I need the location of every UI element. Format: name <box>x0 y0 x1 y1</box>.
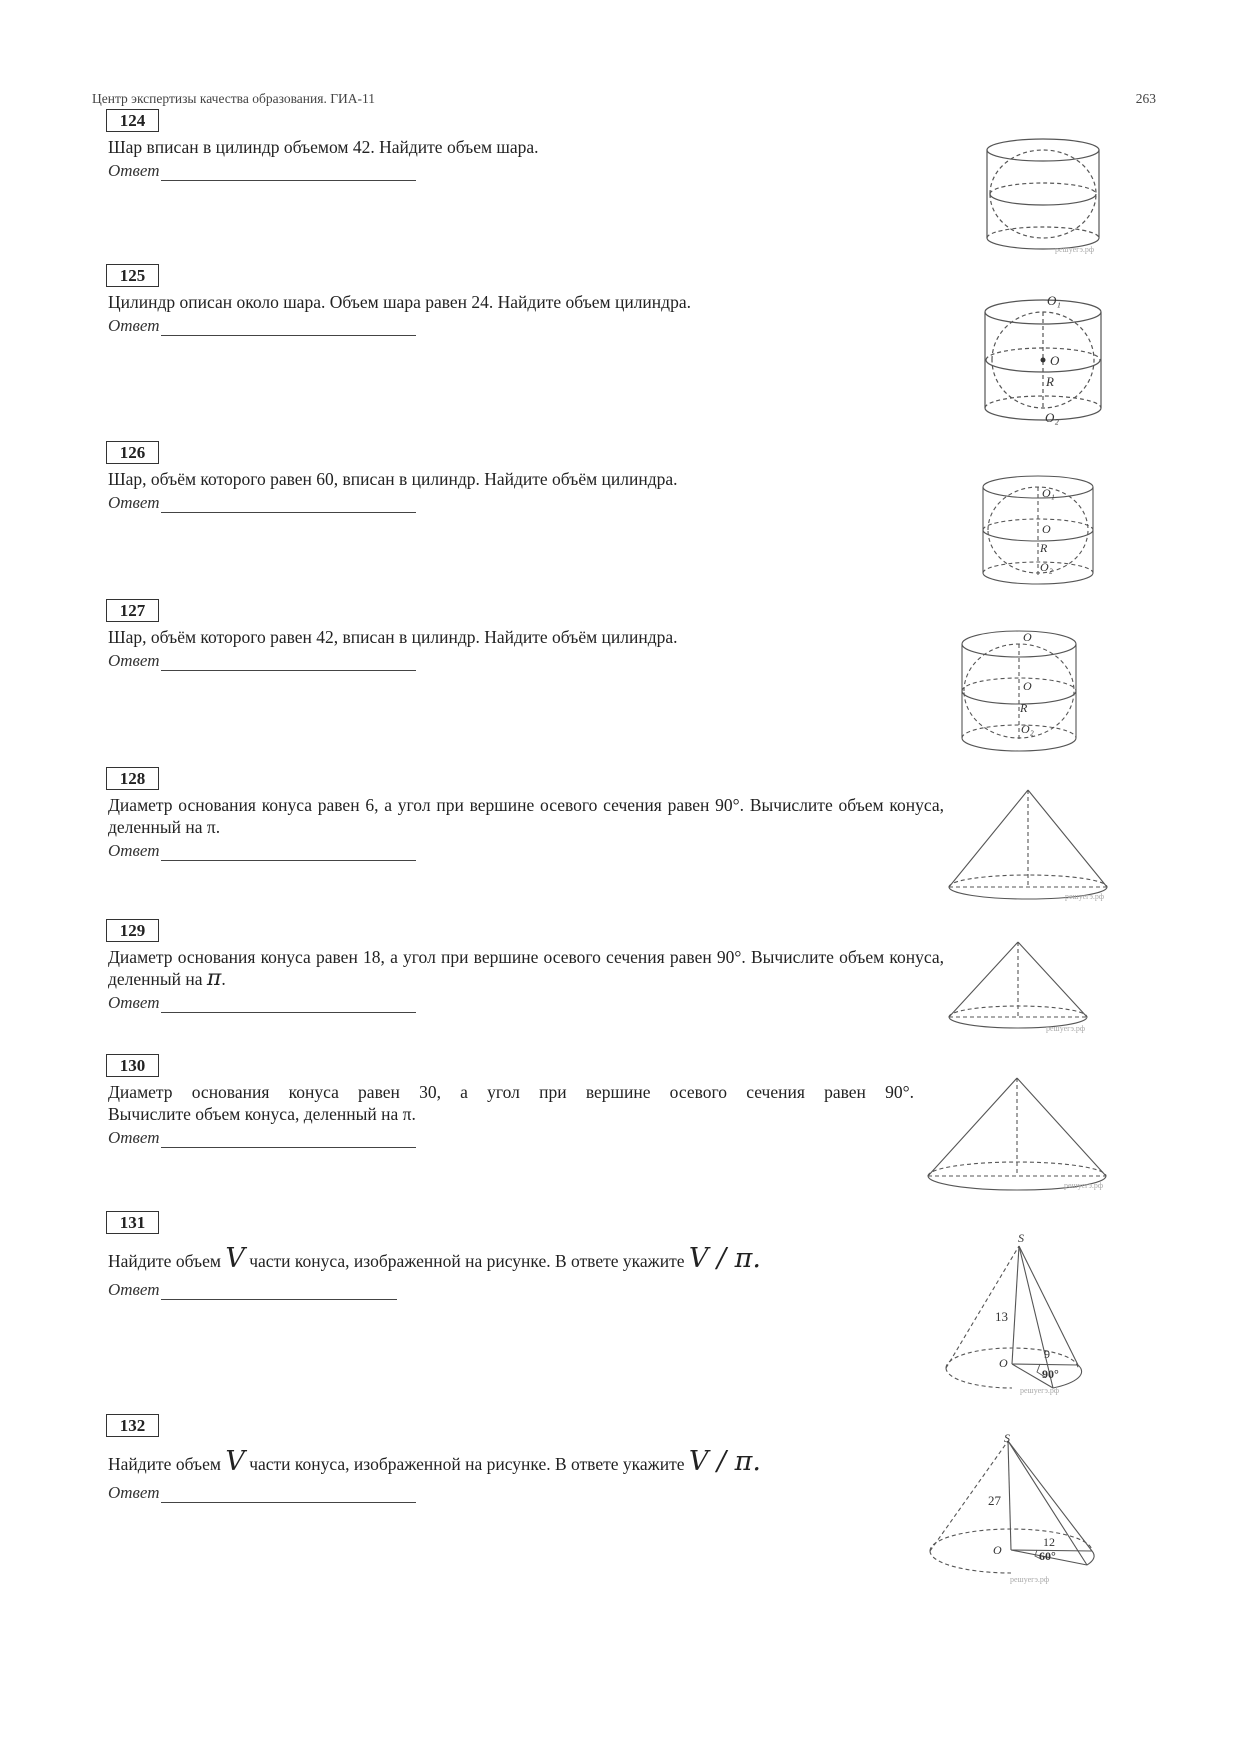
answer-line[interactable] <box>161 318 416 336</box>
problem-text <box>108 1446 944 1477</box>
problem-text-part: части конуса, изображенной на рисунке. В ответе укажите <box>249 1251 685 1271</box>
cone-figure-129 <box>946 937 1116 1047</box>
answer-label: Ответ <box>108 1280 160 1299</box>
label-o1: O₁ <box>1042 486 1055 500</box>
problem-text: Шар, объём которого равен 60, вписан в цилиндр. Найдите объём цилиндра. <box>108 469 678 489</box>
label-o: O <box>999 1356 1008 1370</box>
problem-number: 124 <box>106 109 159 132</box>
label-r: R <box>1040 541 1048 555</box>
problem-text-part: Найдите объем <box>108 1251 221 1271</box>
answer-line[interactable] <box>161 995 416 1013</box>
answer-label: Ответ <box>108 161 160 180</box>
pi-symbol: π <box>206 966 222 991</box>
v-symbol: V <box>225 1446 245 1477</box>
problem-number: 130 <box>106 1054 159 1077</box>
answer-field[interactable] <box>108 649 944 671</box>
answer-label: Ответ <box>108 493 160 512</box>
label-height: 13 <box>995 1309 1008 1324</box>
problem-text: Диаметр основания конуса равен 6, а угол при вершине осевого сечения равен 90°. Вычислите объем конуса, деленный на π. <box>108 795 944 837</box>
v-over-pi-symbol: V / π. <box>688 1446 761 1477</box>
page-number: 263 <box>1135 91 1156 106</box>
problem-text-part: Диаметр основания конуса равен 18, а угол при вершине осевого сечения равен 90°. Вычислите объем конуса, деленный на <box>108 947 944 989</box>
problem-128 <box>108 767 944 861</box>
problem-126 <box>108 441 944 513</box>
problem-text: Цилиндр описан около шара. Объем шара равен 24. Найдите объем цилиндра. <box>108 292 691 312</box>
problem-131 <box>108 1211 944 1300</box>
answer-field[interactable] <box>108 159 944 181</box>
answer-line[interactable] <box>161 653 416 671</box>
problem-number: 127 <box>106 599 159 622</box>
v-over-pi-symbol: V / π. <box>688 1243 761 1274</box>
problem-number: 126 <box>106 441 159 464</box>
label-s: S <box>1004 1433 1010 1445</box>
cone-figure-128 <box>945 785 1120 905</box>
answer-field[interactable] <box>108 491 944 513</box>
watermark: решуегэ.рф <box>1010 1575 1050 1584</box>
problem-text-end: . <box>221 969 226 989</box>
answer-line[interactable] <box>161 1130 416 1148</box>
label-s: S <box>1018 1231 1024 1245</box>
label-o2: O₂ <box>1040 560 1053 574</box>
watermark: решуегэ.рф <box>1065 892 1105 901</box>
problem-125 <box>108 264 944 336</box>
problem-130 <box>108 1054 944 1148</box>
answer-label: Ответ <box>108 1128 160 1147</box>
answer-label: Ответ <box>108 993 160 1012</box>
sphere <box>990 150 1096 238</box>
problem-text <box>108 1081 914 1125</box>
cone-figure-130 <box>924 1072 1114 1202</box>
label-r: R <box>1020 701 1028 715</box>
problem-number: 132 <box>106 1414 159 1437</box>
problem-132 <box>108 1414 944 1503</box>
label-radius: 9 <box>1044 1347 1050 1361</box>
answer-field[interactable] <box>108 839 944 861</box>
label-r: R <box>1046 374 1054 389</box>
answer-field[interactable] <box>108 1278 944 1300</box>
problem-text: Шар, объём которого равен 42, вписан в цилиндр. Найдите объём цилиндра. <box>108 627 678 647</box>
label-angle: 90° <box>1042 1367 1059 1381</box>
header-title: Центр экспертизы качества образования. ГИА-11 <box>92 91 375 106</box>
label-o1: O₁ <box>1047 293 1061 308</box>
label-o2: O₂ <box>1021 722 1034 736</box>
problem-129 <box>108 919 944 1013</box>
watermark: решуегэ.рф <box>1055 245 1095 254</box>
answer-line[interactable] <box>161 1485 416 1503</box>
answer-field[interactable] <box>108 991 944 1013</box>
label-height: 27 <box>988 1493 1001 1508</box>
watermark: решуегэ.рф <box>1064 1181 1104 1190</box>
problem-124 <box>108 109 944 181</box>
problem-text-line1: Диаметр основания конуса равен 30, а угол при вершине осевого сечения равен 90°. <box>108 1082 914 1102</box>
label-radius: 12 <box>1043 1535 1055 1549</box>
answer-field[interactable] <box>108 1481 944 1503</box>
cone-part-figure-132 <box>925 1433 1115 1603</box>
answer-line[interactable] <box>161 163 416 181</box>
answer-label: Ответ <box>108 651 160 670</box>
answer-line[interactable] <box>161 1282 397 1300</box>
cylinder-sphere-figure-127 <box>958 620 1088 760</box>
label-angle: 60° <box>1039 1549 1056 1563</box>
problem-number: 129 <box>106 919 159 942</box>
problem-text-part: Найдите объем <box>108 1454 221 1474</box>
answer-field[interactable] <box>108 314 944 336</box>
label-o: O <box>1023 679 1032 693</box>
problem-number: 128 <box>106 767 159 790</box>
problem-127 <box>108 599 944 671</box>
label-o: O <box>1042 522 1051 536</box>
problem-number: 131 <box>106 1211 159 1234</box>
watermark: решуегэ.рф <box>1046 1024 1086 1033</box>
answer-label: Ответ <box>108 841 160 860</box>
label-o1: O <box>1023 630 1032 644</box>
watermark: решуегэ.рф <box>1020 1386 1060 1395</box>
answer-label: Ответ <box>108 316 160 335</box>
cylinder-sphere-figure-125 <box>978 290 1108 430</box>
label-o2: O₂ <box>1045 410 1059 425</box>
v-symbol: V <box>225 1243 245 1274</box>
top-base <box>987 139 1099 161</box>
answer-field[interactable] <box>108 1126 944 1148</box>
answer-label: Ответ <box>108 1483 160 1502</box>
label-o: O <box>993 1543 1002 1557</box>
cone-part-figure-131 <box>940 1230 1115 1400</box>
cylinder-sphere-figure-124 <box>980 135 1110 257</box>
problem-text-line2: Вычислите объем конуса, деленный на π. <box>108 1104 416 1124</box>
label-o: O <box>1050 353 1060 368</box>
problem-text <box>108 1243 944 1274</box>
problem-number: 125 <box>106 264 159 287</box>
problem-text <box>108 946 944 990</box>
answer-line[interactable] <box>161 495 416 513</box>
problem-text: Шар вписан в цилиндр объемом 42. Найдите объем шара. <box>108 137 539 157</box>
cylinder-sphere-figure-126 <box>980 470 1100 590</box>
answer-line[interactable] <box>161 843 416 861</box>
problem-text-part: части конуса, изображенной на рисунке. В ответе укажите <box>249 1454 685 1474</box>
